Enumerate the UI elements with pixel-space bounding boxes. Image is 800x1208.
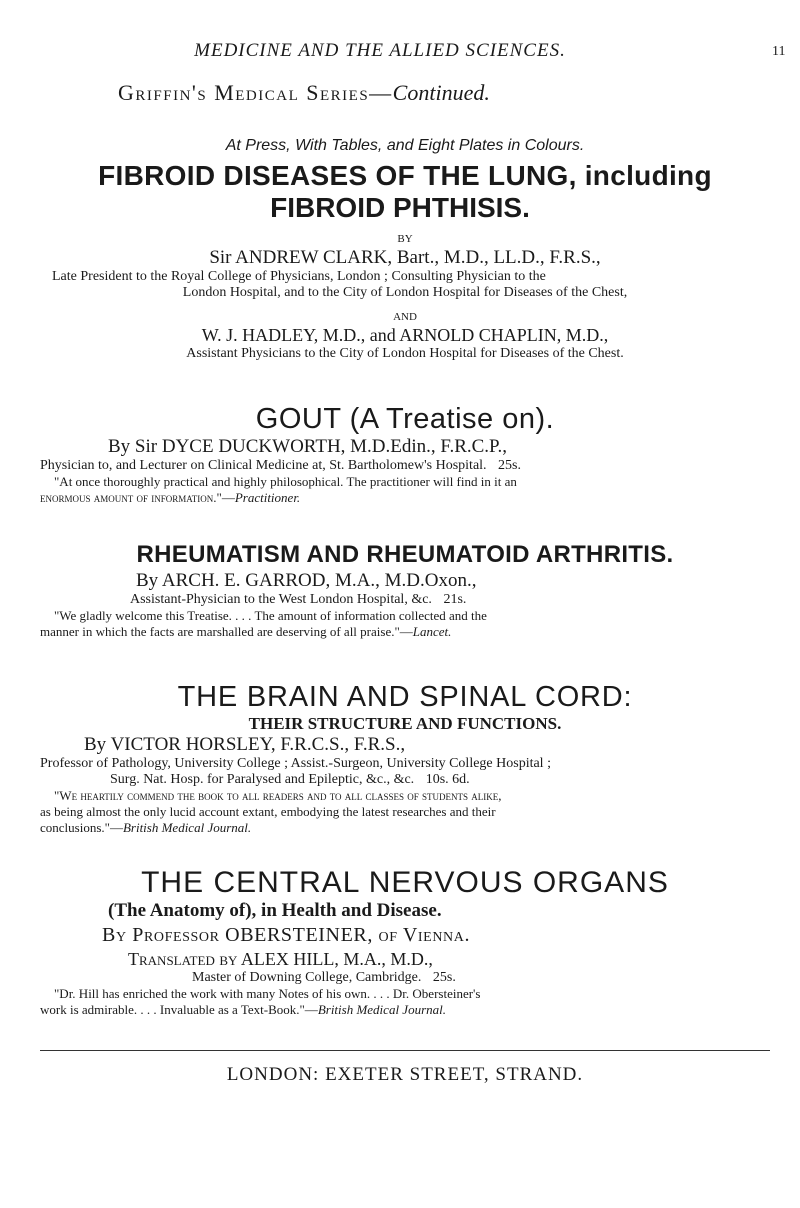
book-subtitle: THEIR STRUCTURE AND FUNCTIONS. (248, 714, 562, 733)
author-description: Late President to the Royal College of Physicians, London ; Consulting Physician to the (52, 269, 546, 284)
book-price: 25s. (432, 970, 456, 985)
book-title: GOUT (A Treatise on). (255, 403, 555, 435)
book-author: By Professor OBERSTEINER, of Vienna. (102, 924, 471, 946)
book-price: 25s. (498, 458, 521, 473)
translator-description (40, 970, 770, 986)
review-source: British Medical Journal. (317, 1002, 446, 1017)
imprint: LONDON: EXETER STREET, STRAND. (226, 1064, 584, 1085)
book-price: 10s. 6d. (425, 772, 470, 787)
review-source: Practitioner. (234, 490, 301, 505)
review-source: Lancet. (412, 624, 452, 639)
author-description-line2: London Hospital, and to the City of London Hospital for Diseases of the Chest, (182, 285, 628, 300)
translator-description-text: Master of Downing College, Cambridge. (192, 970, 422, 985)
review-text: work is admirable. . . . Invaluable as a Text-Book."— (40, 1002, 318, 1017)
book-author: By ARCH. E. GARROD, M.A., M.D.Oxon., (136, 570, 477, 591)
series-title-text: Griffin's Medical Series— (118, 80, 393, 105)
author-description (40, 458, 770, 474)
author-description (40, 592, 770, 608)
author-description-text: Physician to, and Lecturer on Clinical Medicine at, St. Bartholomew's Hospital. (40, 458, 487, 473)
review-quote-line2: as being almost the only lucid account extant, embodying the latest researches and their (40, 804, 496, 819)
book-brain-spinal-cord (40, 680, 770, 836)
book-rheumatism (40, 540, 770, 640)
book-subtitle: (The Anatomy of), in Health and Disease. (108, 900, 442, 921)
series-title (118, 80, 718, 106)
review-quote-line2 (40, 1002, 770, 1018)
review-text: conclusions."— (40, 820, 123, 835)
review-source: British Medical Journal. (122, 820, 252, 835)
author-description-line2 (40, 772, 770, 788)
review-text: enormous amount of information."— (40, 490, 235, 505)
review-quote-line3 (40, 820, 770, 836)
book-price: 21s. (443, 592, 467, 607)
author-description-text: Assistant-Physician to the West London Hospital, &c. (130, 592, 432, 607)
review-text: manner in which the facts are marshalled are deserving of all praise."— (40, 624, 413, 639)
review-quote-line2 (40, 490, 770, 506)
book-fibroid-diseases (40, 136, 770, 362)
review-quote: "We heartily commend the book to all readers and to all classes of students alike, (54, 788, 502, 803)
series-continued: Continued. (392, 80, 490, 105)
book-title: THE BRAIN AND SPINAL CORD: (177, 681, 633, 713)
page-number: 11 (772, 44, 786, 59)
by-label: BY (397, 233, 413, 245)
book-author: By Sir DYCE DUCKWORTH, M.D.Edin., F.R.C.P., (108, 436, 508, 457)
book-author: By VICTOR HORSLEY, F.R.C.S., F.R.S., (84, 734, 406, 755)
divider-rule (40, 1050, 770, 1051)
book-status: At Press, With Tables, and Eight Plates in Colours. (225, 137, 585, 154)
book-title: RHEUMATISM AND RHEUMATOID ARTHRITIS. (136, 541, 674, 568)
review-quote: "We gladly welcome this Treatise. . . . The amount of information collected and the (54, 608, 487, 623)
book-central-nervous-organs (40, 866, 770, 1018)
book-author: Sir ANDREW CLARK, Bart., M.D., LL.D., F.R.S., (209, 247, 601, 268)
author-description-text: Surg. Nat. Hosp. for Paralysed and Epileptic, &c., &c. (110, 772, 415, 787)
coauthors-description: Assistant Physicians to the City of London Hospital for Diseases of the Chest. (186, 346, 624, 361)
review-quote: "Dr. Hill has enriched the work with many Notes of his own. . . . Dr. Obersteiner's (54, 986, 481, 1001)
review-quote: "At once thoroughly practical and highly philosophical. The practitioner will find in it an (54, 474, 517, 489)
running-head: MEDICINE AND THE ALLIED SCIENCES. (194, 40, 566, 61)
book-title: THE CENTRAL NERVOUS ORGANS (141, 866, 669, 899)
book-gout (40, 402, 770, 506)
book-coauthors: W. J. HADLEY, M.D., and ARNOLD CHAPLIN, M.D., (201, 325, 609, 345)
book-title-line2: FIBROID PHTHISIS. (270, 192, 530, 223)
review-quote-line2 (40, 624, 770, 640)
and-label: AND (393, 311, 417, 323)
book-title: FIBROID DISEASES OF THE LUNG, including (98, 160, 712, 191)
book-translator: Translated by ALEX HILL, M.A., M.D., (128, 949, 433, 969)
author-description: Professor of Pathology, University College ; Assist.-Surgeon, University College Hospital ; (40, 756, 551, 771)
